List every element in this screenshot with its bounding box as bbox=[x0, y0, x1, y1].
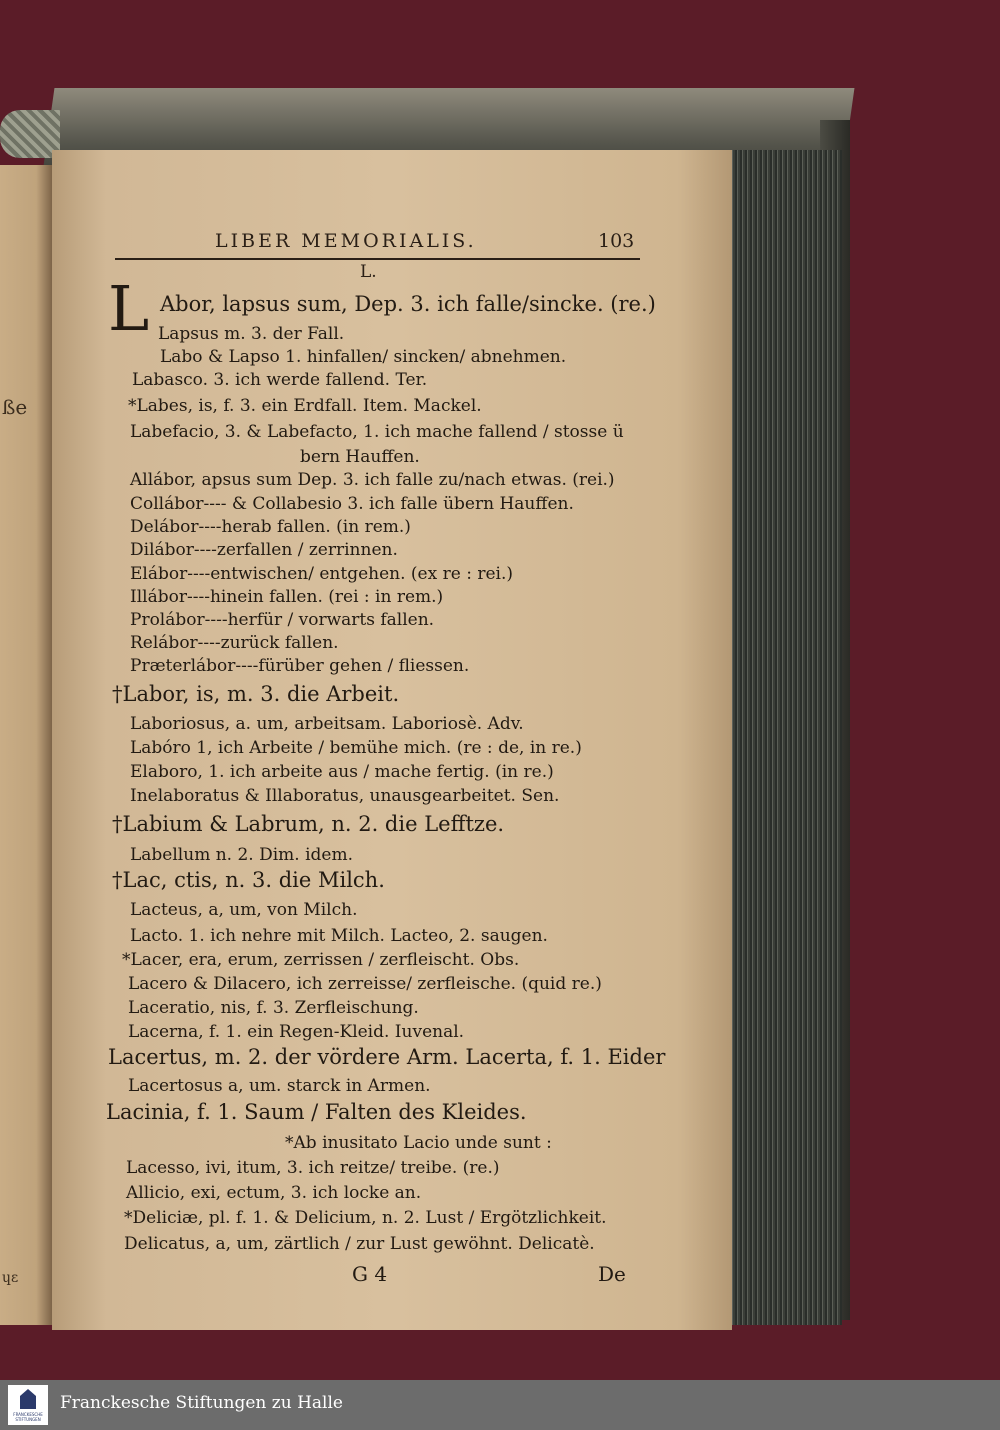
dictionary-entry: Collábor---- & Collabesio 3. ich falle übern Hauffen. bbox=[130, 494, 574, 514]
dictionary-entry: Relábor----zurück fallen. bbox=[130, 633, 339, 653]
running-title: LIBER MEMORIALIS. bbox=[215, 230, 477, 252]
signature-mark: G 4 bbox=[352, 1262, 388, 1286]
dictionary-entry: Dilábor----zerfallen / zerrinnen. bbox=[130, 540, 398, 560]
dictionary-entry: Labóro 1, ich Arbeite / bemühe mich. (re : de, in re.) bbox=[130, 738, 582, 758]
dictionary-entry: Lacto. 1. ich nehre mit Milch. Lacteo, 2. saugen. bbox=[130, 926, 548, 946]
dictionary-entry: Inelaboratus & Illaboratus, unausgearbeitet. Sen. bbox=[130, 786, 560, 806]
dictionary-entry: Lacero & Dilacero, ich zerreisse/ zerfleische. (quid re.) bbox=[128, 974, 602, 994]
dictionary-entry: *Deliciӕ, pl. f. 1. & Delicium, n. 2. Lust / Ergötzlichkeit. bbox=[124, 1208, 607, 1228]
dictionary-entry: Prӕterlábor----fürüber gehen / fliessen. bbox=[130, 656, 470, 676]
left-page-fragment: ße bbox=[2, 395, 28, 419]
page-number: 103 bbox=[598, 230, 635, 252]
dictionary-entry: Lacesso, ivi, itum, 3. ich reitze/ treibe. (re.) bbox=[126, 1158, 500, 1178]
drop-cap: L bbox=[108, 272, 150, 345]
dictionary-entry: Laceratio, nis, f. 3. Zerfleischung. bbox=[128, 998, 419, 1018]
dictionary-entry: Elábor----entwischen/ entgehen. (ex re : rei.) bbox=[130, 564, 513, 584]
page-block-edge bbox=[720, 150, 842, 1325]
dictionary-entry: †Labor, is, m. 3. die Arbeit. bbox=[112, 682, 400, 706]
dictionary-entry: Lacertus, m. 2. der vördere Arm. Lacerta, f. 1. Eider bbox=[108, 1045, 666, 1069]
footer-bar bbox=[0, 1380, 1000, 1430]
dictionary-entry: Labasco. 3. ich werde fallend. Ter. bbox=[132, 370, 428, 390]
dictionary-entry: Laboriosus, a. um, arbeitsam. Laboriosè. Adv. bbox=[130, 714, 524, 734]
dictionary-entry: *Labes, is, f. 3. ein Erdfall. Item. Mackel. bbox=[128, 396, 482, 416]
section-letter: L. bbox=[360, 262, 377, 282]
dictionary-entry: bern Hauffen. bbox=[300, 447, 420, 467]
header-rule bbox=[115, 258, 640, 260]
left-page-fragment: ɥɛ bbox=[2, 1270, 19, 1286]
building-icon bbox=[20, 1389, 36, 1409]
dictionary-entry: *Lacer, era, erum, zerrissen / zerfleischt. Obs. bbox=[122, 950, 520, 970]
institution-logo[interactable] bbox=[8, 1385, 48, 1425]
dictionary-entry: Labo & Lapso 1. hinfallen/ sincken/ abnehmen. bbox=[160, 347, 567, 367]
dictionary-entry: *Ab inusitato Lacio unde sunt : bbox=[285, 1133, 552, 1153]
left-page bbox=[0, 165, 52, 1325]
dictionary-entry: Labellum n. 2. Dim. idem. bbox=[130, 845, 353, 865]
dictionary-entry: Illábor----hinein fallen. (rei : in rem.) bbox=[130, 587, 444, 607]
dictionary-entry: Allicio, exi, ectum, 3. ich locke an. bbox=[126, 1183, 422, 1203]
dictionary-entry: Lacerna, f. 1. ein Regen-Kleid. Iuvenal. bbox=[128, 1022, 465, 1042]
headband bbox=[0, 110, 60, 158]
logo-text: FRANCKESCHE STIFTUNGEN bbox=[13, 1412, 43, 1422]
dictionary-entry: Delábor----herab fallen. (in rem.) bbox=[130, 517, 411, 537]
dictionary-entry: Lacteus, a, um, von Milch. bbox=[130, 900, 358, 920]
dictionary-entry: Prolábor----herfür / vorwarts fallen. bbox=[130, 610, 435, 630]
dictionary-entry: Lacertosus a, um. starck in Armen. bbox=[128, 1076, 431, 1096]
institution-name: Franckesche Stiftungen zu Halle bbox=[60, 1393, 343, 1413]
dictionary-entry: †Labium & Labrum, n. 2. die Lefftze. bbox=[112, 812, 505, 836]
dictionary-entry: Abor, lapsus sum, Dep. 3. ich falle/sincke. (re.) bbox=[160, 292, 656, 316]
dictionary-entry: †Lac, ctis, n. 3. die Milch. bbox=[112, 868, 385, 892]
dictionary-entry: Labefacio, 3. & Labefacto, 1. ich mache fallend / stosse ü bbox=[130, 422, 624, 442]
catchword: De bbox=[598, 1262, 626, 1286]
dictionary-entry: Delicatus, a, um, zärtlich / zur Lust gewöhnt. Delicatè. bbox=[124, 1234, 595, 1254]
dictionary-entry: Elaboro, 1. ich arbeite aus / mache fertig. (in re.) bbox=[130, 762, 554, 782]
dictionary-entry: Lapsus m. 3. der Fall. bbox=[158, 324, 345, 344]
dictionary-entry: Allábor, apsus sum Dep. 3. ich falle zu/nach etwas. (rei.) bbox=[130, 470, 615, 490]
dictionary-entry: Lacinia, f. 1. Saum / Falten des Kleides. bbox=[106, 1100, 527, 1124]
